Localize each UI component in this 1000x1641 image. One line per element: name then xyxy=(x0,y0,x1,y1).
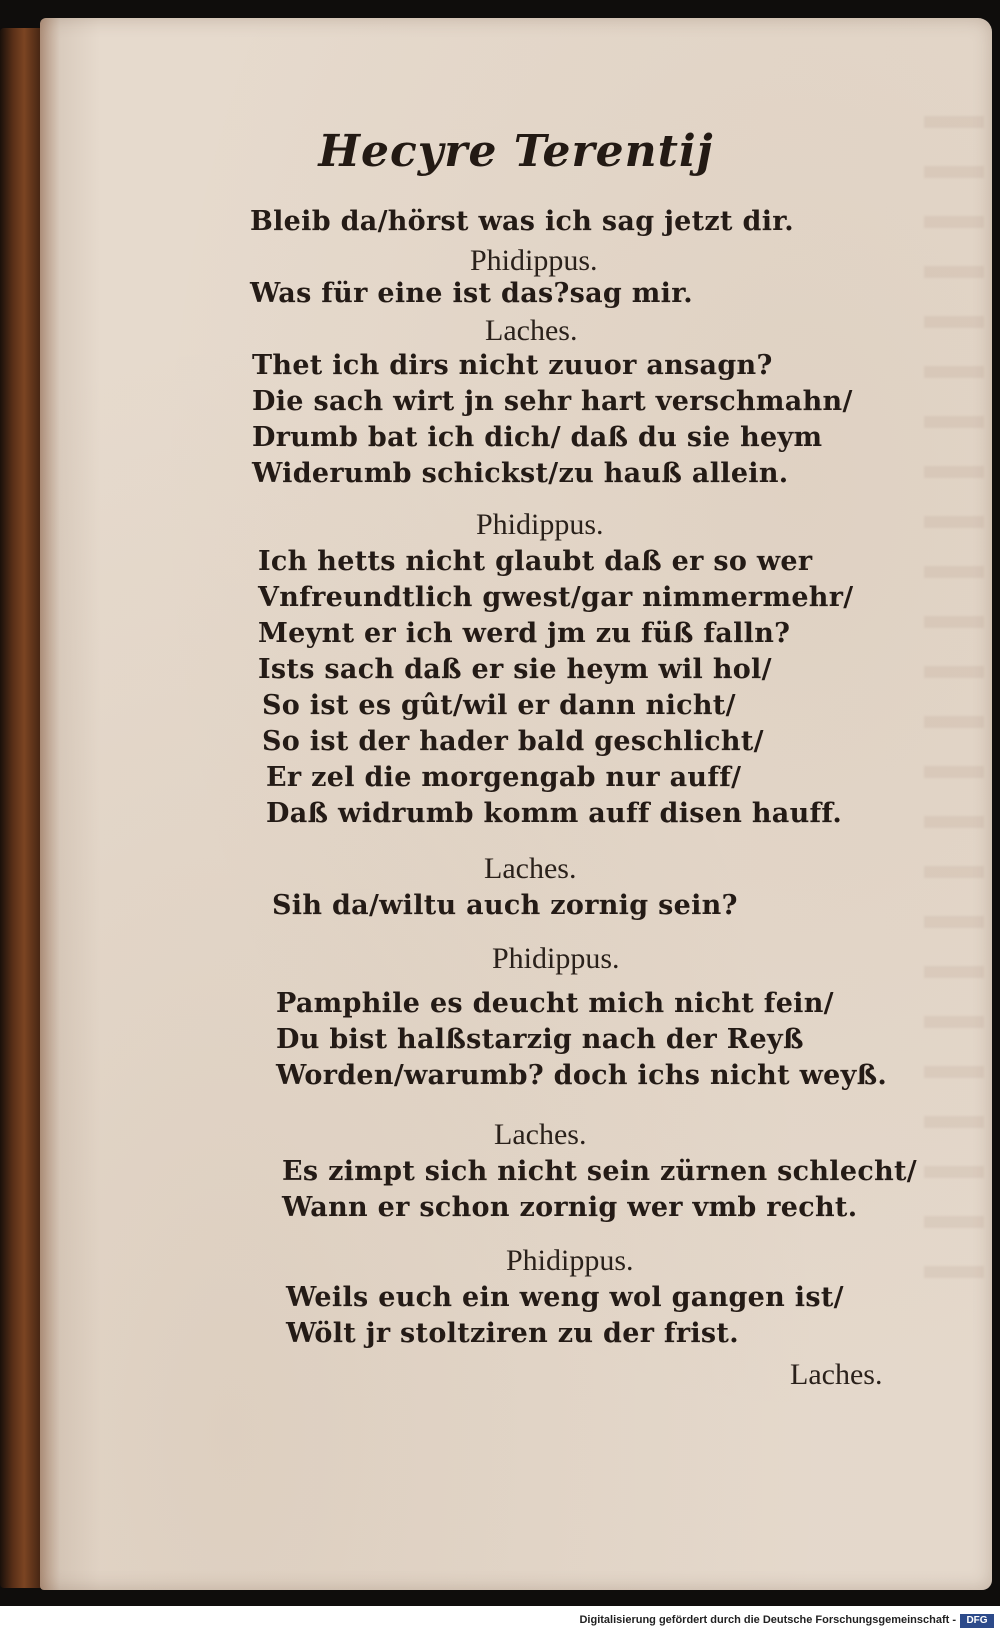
speaker-name: Phidippus. xyxy=(492,942,620,975)
book-binding xyxy=(0,28,44,1588)
catchword: Laches. xyxy=(790,1358,883,1391)
speaker-name: Phidippus. xyxy=(506,1244,634,1277)
verse-line: Thet ich dirs nicht zuuor ansagn? xyxy=(252,350,773,381)
speaker-name: Phidippus. xyxy=(476,508,604,541)
footer-bar xyxy=(0,1606,1000,1641)
verse-line: Weils euch ein weng wol gangen ist/ xyxy=(286,1282,844,1313)
verse-line: Wann er schon zornig wer vmb recht. xyxy=(282,1192,858,1223)
verse-line: Ists sach daß er sie heym wil hol/ xyxy=(258,654,772,685)
speaker-name: Laches. xyxy=(494,1118,587,1151)
footer-credit: Digitalisierung gefördert durch die Deutsche Forschungsgemeinschaft - xyxy=(579,1614,956,1626)
dfg-logo: DFG xyxy=(960,1614,994,1628)
book-page xyxy=(40,18,992,1590)
verse-line: So ist der hader bald geschlicht/ xyxy=(262,726,764,757)
verse-line: Bleib da/hörst was ich sag jetzt dir. xyxy=(250,206,795,237)
speaker-name: Phidippus. xyxy=(470,244,598,277)
verse-line: Widerumb schickst/zu hauß allein. xyxy=(252,458,789,489)
verse-line: Worden/warumb? doch ichs nicht weyß. xyxy=(276,1060,888,1091)
verse-line: Drumb bat ich dich/ daß du sie heym xyxy=(252,422,823,453)
verse-line: Daß widrumb komm auff disen hauff. xyxy=(266,798,843,829)
verse-line: Er zel die morgengab nur auff/ xyxy=(266,762,742,793)
verse-line: Ich hetts nicht glaubt daß er so wer xyxy=(258,546,813,577)
verse-line: So ist es gût/wil er dann nicht/ xyxy=(262,690,736,721)
running-header: Hecyre Terentij xyxy=(318,126,714,177)
verse-line: Vnfreundtlich gwest/gar nimmermehr/ xyxy=(258,582,854,613)
verse-line: Was für eine ist das?sag mir. xyxy=(250,278,693,309)
show-through-bleed xyxy=(924,78,984,1278)
verse-line: Pamphile es deucht mich nicht fein/ xyxy=(276,988,834,1019)
verse-line: Sih da/wiltu auch zornig sein? xyxy=(272,890,738,921)
verse-line: Wölt jr stoltziren zu der frist. xyxy=(286,1318,739,1349)
speaker-name: Laches. xyxy=(484,852,577,885)
verse-line: Meynt er ich werd jm zu füß falln? xyxy=(258,618,791,649)
verse-line: Es zimpt sich nicht sein zürnen schlecht/ xyxy=(282,1156,917,1187)
verse-line: Die sach wirt jn sehr hart verschmahn/ xyxy=(252,386,853,417)
verse-line: Du bist halßstarzig nach der Reyß xyxy=(276,1024,804,1055)
speaker-name: Laches. xyxy=(485,314,578,347)
